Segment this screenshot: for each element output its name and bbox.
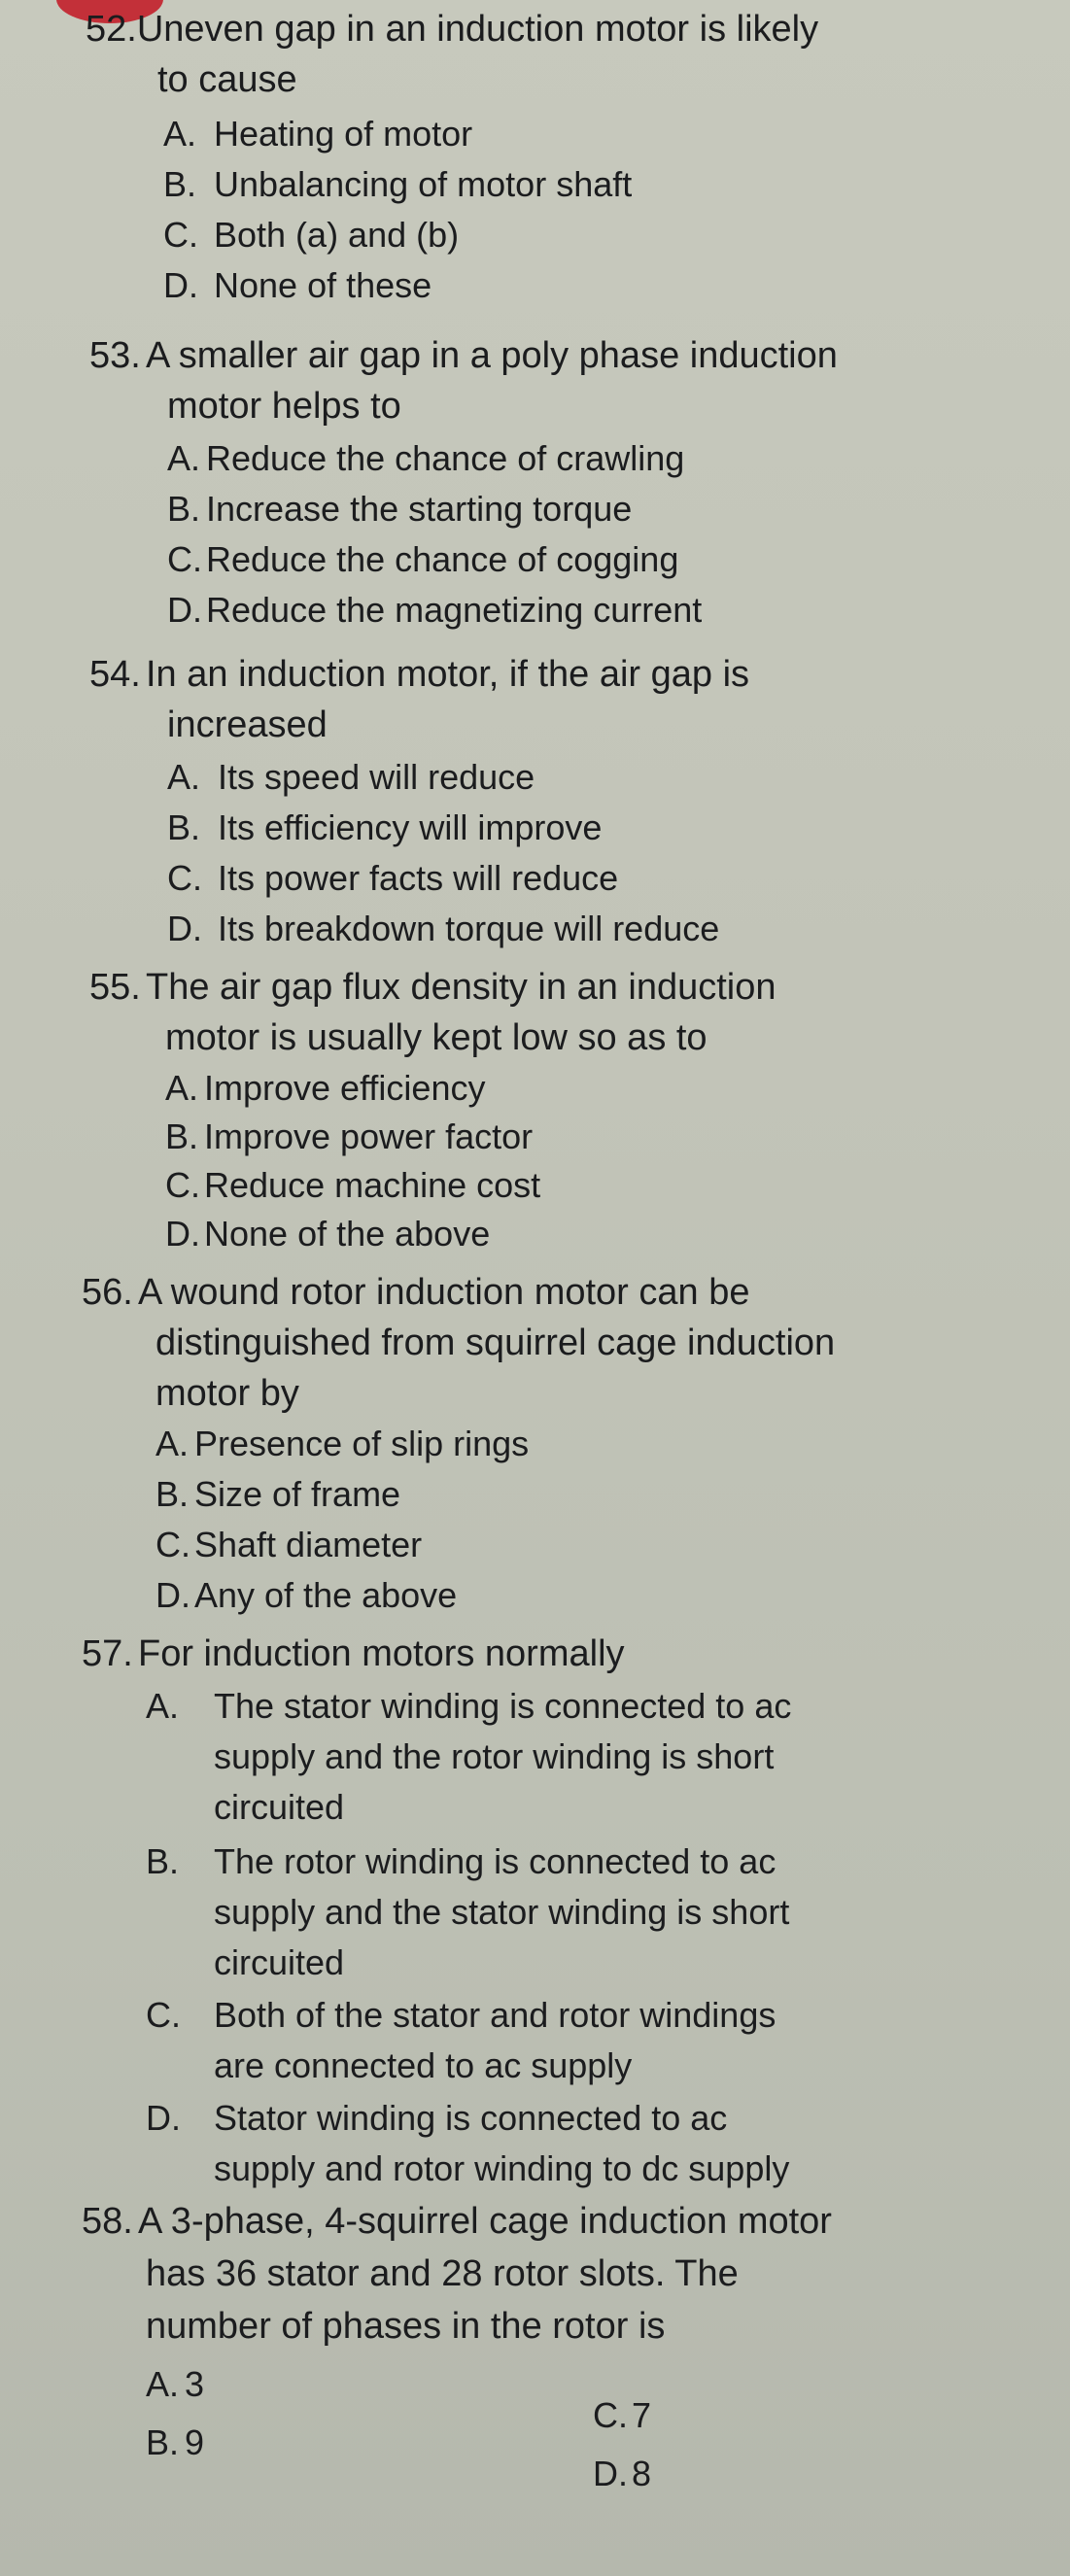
option-b: B. Increase the starting torque [167, 489, 633, 529]
option-c: C. 7 [593, 2395, 652, 2435]
question-stem: 57. For induction motors normally [82, 1629, 625, 1679]
option-d: D. Stator winding is connected to ac supply and rotor winding to dc supply [146, 2098, 790, 2188]
option-b: B. Size of frame [155, 1474, 401, 1514]
question-number: 52. [86, 9, 137, 50]
option-d: D. Its breakdown torque will reduce [167, 909, 720, 948]
question-stem: 55. The air gap flux density in an induction [89, 962, 777, 1013]
question-stem-line: motor is usually kept low so as to [165, 1017, 708, 1058]
option-b: B. 9 [146, 2422, 205, 2462]
option-d: D. 8 [593, 2454, 652, 2493]
option-a: A. Improve efficiency [165, 1068, 486, 1108]
question-number: 53. [89, 335, 141, 376]
option-c: C. Its power facts will reduce [167, 858, 619, 898]
option-b: B. Improve power factor [165, 1116, 534, 1156]
option-d: D. None of these [163, 265, 432, 305]
question-stem-line: increased [167, 704, 328, 745]
question-stem-line: has 36 stator and 28 rotor slots. The [146, 2253, 739, 2294]
question-stem: 54. In an induction motor, if the air gap is [89, 649, 749, 700]
option-d: D. None of the above [165, 1214, 491, 1254]
option-c: C. Reduce machine cost [165, 1165, 541, 1205]
option-b: B. The rotor winding is connected to ac supply and the stator winding is short circuited [146, 1841, 790, 1982]
question-stem: 53. A smaller air gap in a poly phase induction [89, 330, 838, 381]
option-c: C. Reduce the chance of cogging [167, 539, 679, 579]
option-a: A. Its speed will reduce [167, 757, 535, 797]
option-a: A. Presence of slip rings [155, 1424, 530, 1463]
question-number: 57. [82, 1633, 133, 1674]
question-stem: 52.Uneven gap in an induction motor is likely [86, 4, 818, 54]
option-d: D. Any of the above [155, 1575, 458, 1615]
question-stem-line: motor by [155, 1373, 299, 1414]
question-stem-line: motor helps to [167, 386, 401, 427]
option-a: A. Heating of motor [163, 114, 473, 154]
option-a: A. 3 [146, 2364, 205, 2404]
option-c: C. Both (a) and (b) [163, 215, 460, 255]
option-c: C. Both of the stator and rotor windings are connected to ac supply [146, 1995, 777, 2085]
option-b: B. Unbalancing of motor shaft [163, 164, 633, 204]
question-stem-line: number of phases in the rotor is [146, 2306, 666, 2347]
question-stem: 58. A 3-phase, 4-squirrel cage induction motor [82, 2196, 832, 2247]
question-stem: 56. A wound rotor induction motor can be [82, 1267, 750, 1318]
question-stem-line: to cause [157, 59, 297, 100]
option-a: A. The stator winding is connected to ac supply and the rotor winding is short circuited [146, 1686, 792, 1827]
question-number: 56. [82, 1272, 133, 1313]
question-number: 58. [82, 2201, 133, 2242]
question-number: 54. [89, 654, 141, 695]
option-a: A. Reduce the chance of crawling [167, 438, 685, 478]
option-b: B. Its efficiency will improve [167, 807, 603, 847]
option-c: C. Shaft diameter [155, 1525, 423, 1564]
option-d: D. Reduce the magnetizing current [167, 590, 703, 630]
question-number: 55. [89, 967, 141, 1008]
question-stem-line: distinguished from squirrel cage induction [155, 1322, 836, 1363]
